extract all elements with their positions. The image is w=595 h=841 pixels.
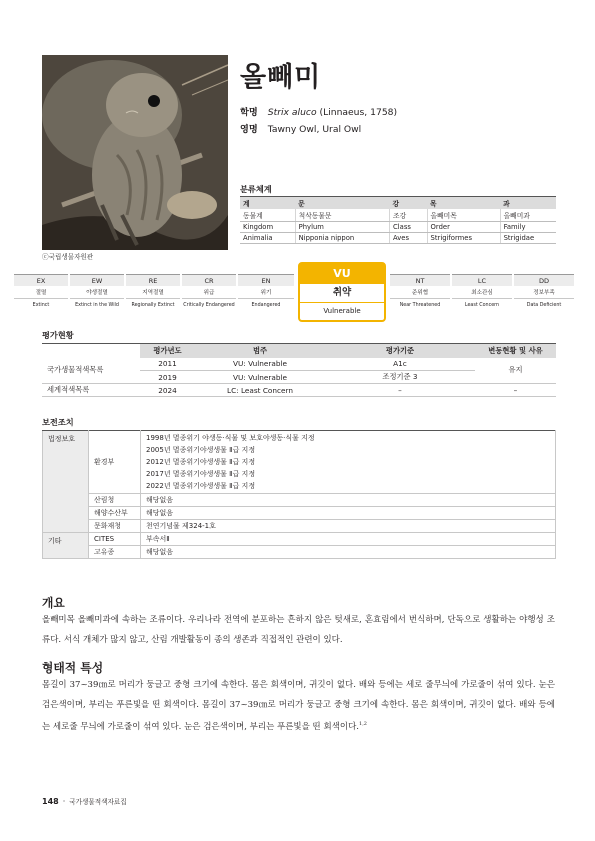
eval-category: VU: Vulnerable: [195, 358, 325, 371]
eval-header-blank: [42, 344, 140, 358]
table-row: [43, 431, 556, 494]
cls-cell: 올빼미목: [427, 209, 500, 222]
iucn-kor-cr: 위급: [182, 287, 236, 299]
table-row: [42, 384, 556, 397]
cls-cell: 척삭동물문: [295, 209, 389, 222]
eval-criteria: –: [325, 384, 475, 397]
table-row: [240, 222, 556, 233]
cls-cell: Strigiformes: [427, 233, 500, 244]
iucn-current-category: [298, 262, 386, 322]
sci-name: Strix aluco: [267, 107, 317, 118]
evaluation-header-row: [42, 344, 556, 358]
evaluation-title: 평가현황: [42, 330, 74, 340]
eval-criteria: 조정기준 3: [325, 371, 475, 384]
cls-cell: Nipponia nippon: [295, 233, 389, 244]
cons-sub: 문화재청: [89, 520, 141, 533]
cons-env-label: 환경부: [89, 431, 141, 494]
cls-cell: Family: [500, 222, 556, 233]
cls-cell: Strigidae: [500, 233, 556, 244]
english-name-row: [240, 121, 361, 135]
cons-env-item: 2012년 멸종위기야생생물 Ⅱ급 지정: [146, 458, 256, 466]
cons-sub: 산림청: [89, 494, 141, 507]
cons-value: 해당없음: [141, 494, 556, 507]
iucn-kor-nt: 준위협: [390, 287, 450, 299]
iucn-kor-en: 위기: [238, 287, 294, 299]
table-row: [42, 358, 556, 371]
eval-list: 세계적색목록: [42, 384, 140, 397]
iucn-code-re: RE: [126, 274, 180, 286]
iucn-code-ex: EX: [14, 274, 68, 286]
eval-year: 2019: [140, 371, 195, 384]
page-number: 148: [42, 797, 59, 806]
eval-list: 국가생물적색목록: [42, 358, 140, 384]
iucn-eng-vu: Vulnerable: [323, 307, 361, 315]
species-korean-name: 올빼미: [240, 62, 322, 93]
photo-credit: ⓒ국립생물자원관: [42, 253, 94, 261]
cls-cell: Phylum: [295, 222, 389, 233]
morphology-title: 형태적 특성: [42, 661, 104, 675]
iucn-category-strip: [14, 262, 582, 324]
cons-value: 해당없음: [141, 546, 556, 559]
eval-category: LC: Least Concern: [195, 384, 325, 397]
cls-cell: 올빼미과: [500, 209, 556, 222]
cons-env-items: [141, 431, 556, 494]
table-row: [240, 209, 556, 222]
cls-cell: Order: [427, 222, 500, 233]
species-photo: [42, 55, 228, 250]
cons-env-item: 2017년 멸종위기야생생물 Ⅱ급 지정: [146, 470, 256, 478]
iucn-code-cr: CR: [182, 274, 236, 286]
eval-header: 평가년도: [140, 344, 195, 358]
cls-cell: Class: [390, 222, 428, 233]
eng-name: Tawny Owl, Ural Owl: [267, 124, 362, 135]
eval-change: –: [475, 384, 556, 397]
sci-name-label: 학명: [240, 107, 258, 118]
cls-header: 과: [500, 197, 556, 210]
iucn-eng-ex: Extinct: [32, 303, 50, 308]
cons-legal-label: 법정보호: [43, 431, 89, 533]
cls-header: 계: [240, 197, 295, 210]
footer-separator: ·: [62, 797, 66, 806]
cons-value: 천연기념물 제324-1호: [141, 520, 556, 533]
table-row: [43, 494, 556, 507]
cls-cell: 조강: [390, 209, 428, 222]
page-footer: [42, 796, 127, 806]
table-row: [43, 507, 556, 520]
cls-cell: Animalia: [240, 233, 295, 244]
iucn-kor-lc: 최소관심: [452, 287, 512, 299]
overview-title: 개요: [42, 596, 65, 610]
cons-env-item: 2022년 멸종위기야생생물 Ⅱ급 지정: [146, 482, 256, 490]
iucn-eng-nt: Near Threatened: [399, 303, 441, 308]
overview-text: 올빼미목 올빼미과에 속하는 조류이다. 우리나라 전역에 분포하는 흔하지 않은 텃새로, 혼효림에서 번식하며, 단독으로 생활하는 야행성 조류다. 서식 개체가 많지 않고, 산림 개발활동이 종의 생존과 직접적인 관련이 있다.: [42, 615, 555, 645]
iucn-code-vu: VU: [300, 264, 384, 284]
eval-year: 2024: [140, 384, 195, 397]
morphology-text: 몸길이 37~39㎝로 머리가 둥글고 중형 크기에 속한다. 몸은 회색이며, 귀깃이 없다. 배와 등에는 세로 줄무늬에 가로줄이 섞여 있다. 눈은 검은색이며, 부리는 푸른빛을 띤 회색이다. 몸길이 37~39㎝로 머리가 둥글고 중형 크기에 속한다. 몸은 회색이며, 귀깃이 없다. 배와 등에는 세로줄 무늬에 가로줄이 섞여 있다. 눈은 검은색이며, 부리는 푸른빛을 띤 회색이다.: [42, 680, 555, 732]
iucn-kor-ex: 절멸: [14, 287, 68, 299]
eng-name-label: 영명: [240, 124, 258, 135]
table-row: [43, 520, 556, 533]
table-row: [240, 233, 556, 244]
classification-title: 분류체계: [240, 184, 272, 194]
eval-header: 변동현황 및 사유: [475, 344, 556, 358]
conservation-table: [42, 430, 556, 559]
cons-value: 부속서Ⅱ: [141, 533, 556, 546]
table-row: [43, 546, 556, 559]
cons-sub: 해양수산부: [89, 507, 141, 520]
cls-cell: Aves: [390, 233, 428, 244]
eval-change: 유지: [475, 358, 556, 384]
cls-header: 문: [295, 197, 389, 210]
cons-sub: 고유종: [89, 546, 141, 559]
iucn-eng-dd: Data Deficient: [526, 303, 562, 308]
iucn-code-nt: NT: [390, 274, 450, 286]
classification-header-row: [240, 197, 556, 210]
cons-other-label: 기타: [43, 533, 89, 559]
eval-year: 2011: [140, 358, 195, 371]
iucn-eng-cr: Critically Endangered: [183, 303, 235, 308]
cls-header: 목: [427, 197, 500, 210]
iucn-eng-re: Regionally Extinct: [131, 303, 175, 308]
evaluation-table: [42, 343, 556, 397]
eval-header: 범주: [195, 344, 325, 358]
eval-header: 평가기준: [325, 344, 475, 358]
owl-illustration: [42, 55, 228, 250]
sci-author: (Linnaeus, 1758): [319, 107, 398, 118]
table-row: [43, 533, 556, 546]
cons-value: 해당없음: [141, 507, 556, 520]
iucn-kor-vu: 취약: [300, 284, 384, 303]
morphology-ref: 1,2: [359, 721, 367, 727]
cls-header: 강: [390, 197, 428, 210]
iucn-code-lc: LC: [452, 274, 512, 286]
iucn-eng-en: Endangered: [251, 303, 281, 308]
iucn-kor-dd: 정보부족: [514, 287, 574, 299]
iucn-kor-re: 지역절멸: [126, 287, 180, 299]
scientific-name-row: [240, 104, 397, 118]
conservation-title: 보전조치: [42, 417, 74, 427]
morphology-paragraph: [42, 676, 555, 737]
iucn-code-en: EN: [238, 274, 294, 286]
eval-category: VU: Vulnerable: [195, 371, 325, 384]
cls-cell: Kingdom: [240, 222, 295, 233]
iucn-code-ew: EW: [70, 274, 124, 286]
cons-sub: CITES: [89, 533, 141, 546]
book-title: 국가생물적색자료집: [69, 798, 127, 806]
eval-criteria: A1c: [325, 358, 475, 371]
iucn-code-dd: DD: [514, 274, 574, 286]
iucn-kor-ew: 야생절멸: [70, 287, 124, 299]
cls-cell: 동물계: [240, 209, 295, 222]
cons-env-item: 2005년 멸종위기야생생물 Ⅱ급 지정: [146, 446, 256, 454]
iucn-eng-ew: Extinct in the Wild: [75, 303, 119, 308]
iucn-eng-lc: Least Concern: [464, 303, 500, 308]
cons-env-item: 1998년 멸종위기 야생동·식물 및 보호야생동·식물 지정: [146, 434, 315, 442]
classification-table: [240, 196, 556, 244]
